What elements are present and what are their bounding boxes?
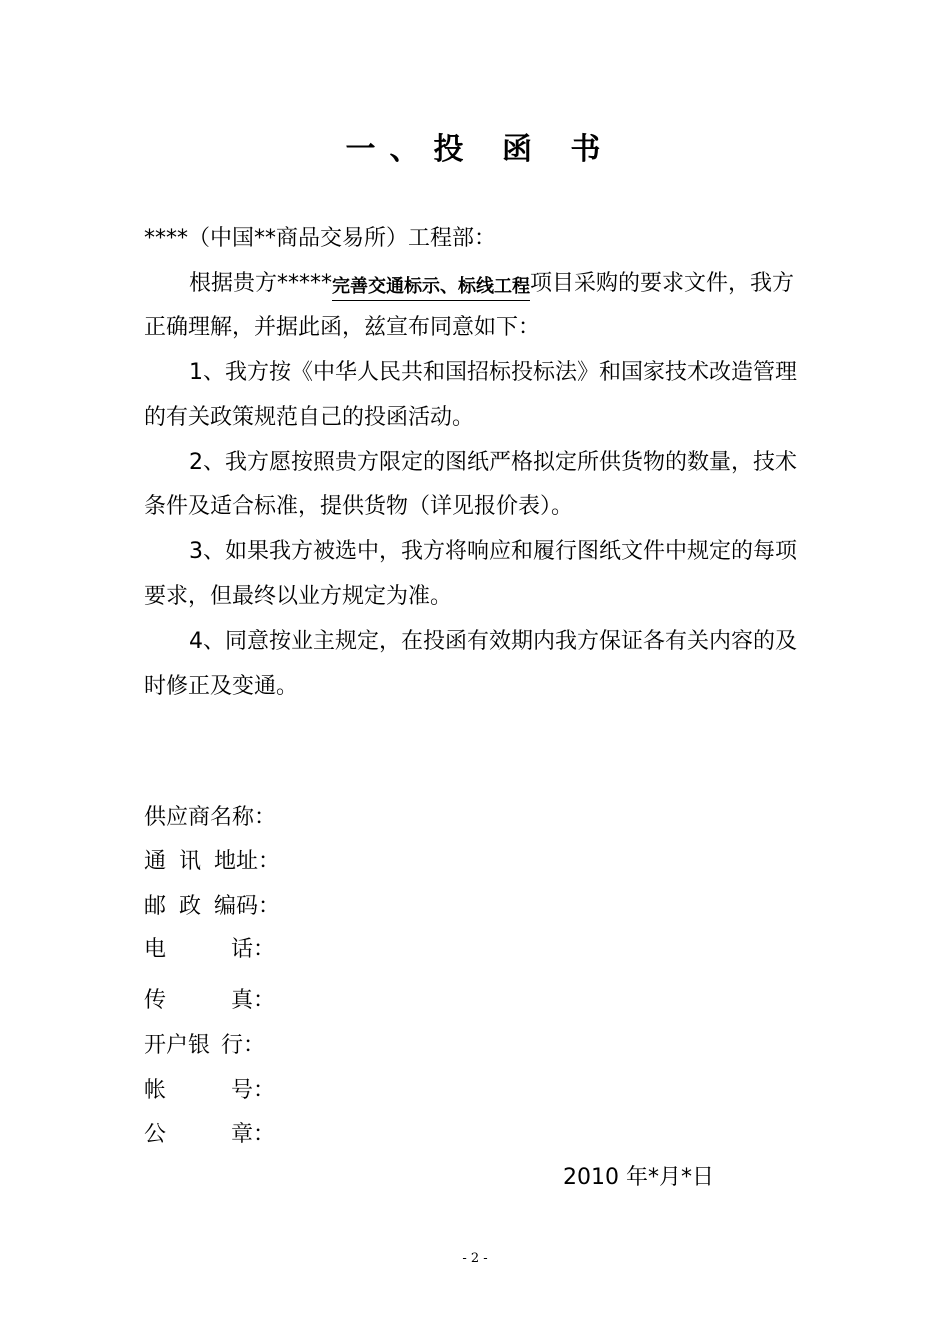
clause-4-line-2: 时修正及变通。 bbox=[144, 674, 299, 699]
field-postcode: 邮 政 编码： bbox=[144, 894, 280, 919]
project-name: 完善交通标示、标线工程 bbox=[332, 274, 530, 301]
page-title: 一、投 函 书 bbox=[345, 132, 615, 167]
field-bank: 开户银 行： bbox=[144, 1033, 265, 1058]
field-account: 帐 号： bbox=[144, 1078, 275, 1103]
field-address: 通 讯 地址： bbox=[144, 849, 280, 874]
field-phone: 电 话： bbox=[144, 937, 275, 962]
intro-line-2: 正确理解，并据此函，兹宣布同意如下： bbox=[144, 315, 541, 340]
page-number: - 2 - bbox=[462, 1251, 488, 1266]
field-seal: 公 章： bbox=[144, 1122, 275, 1147]
clause-1-line-1: 1、我方按《中华人民共和国招标投标法》和国家技术改造管理 bbox=[189, 360, 797, 385]
field-fax: 传 真： bbox=[144, 988, 275, 1013]
intro-prefix: 根据贵方***** bbox=[189, 271, 333, 296]
intro-line-1 bbox=[189, 261, 794, 306]
clause-2-line-1: 2、我方愿按照贵方限定的图纸严格拟定所供货物的数量，技术 bbox=[189, 450, 797, 475]
date: 2010 年*月*日 bbox=[563, 1165, 714, 1190]
addressee: ****（中国**商品交易所）工程部： bbox=[144, 226, 497, 251]
clause-3-line-1: 3、如果我方被选中，我方将响应和履行图纸文件中规定的每项 bbox=[189, 539, 797, 564]
field-supplier-name: 供应商名称： bbox=[144, 805, 277, 830]
clause-2-line-2: 条件及适合标准，提供货物（详见报价表）。 bbox=[144, 494, 574, 519]
clause-1-line-2: 的有关政策规范自己的投函活动。 bbox=[144, 405, 475, 430]
intro-suffix: 项目采购的要求文件，我方 bbox=[530, 271, 795, 296]
clause-3-line-2: 要求，但最终以业方规定为准。 bbox=[144, 584, 453, 609]
clause-4-line-1: 4、同意按业主规定，在投函有效期内我方保证各有关内容的及 bbox=[189, 629, 797, 654]
